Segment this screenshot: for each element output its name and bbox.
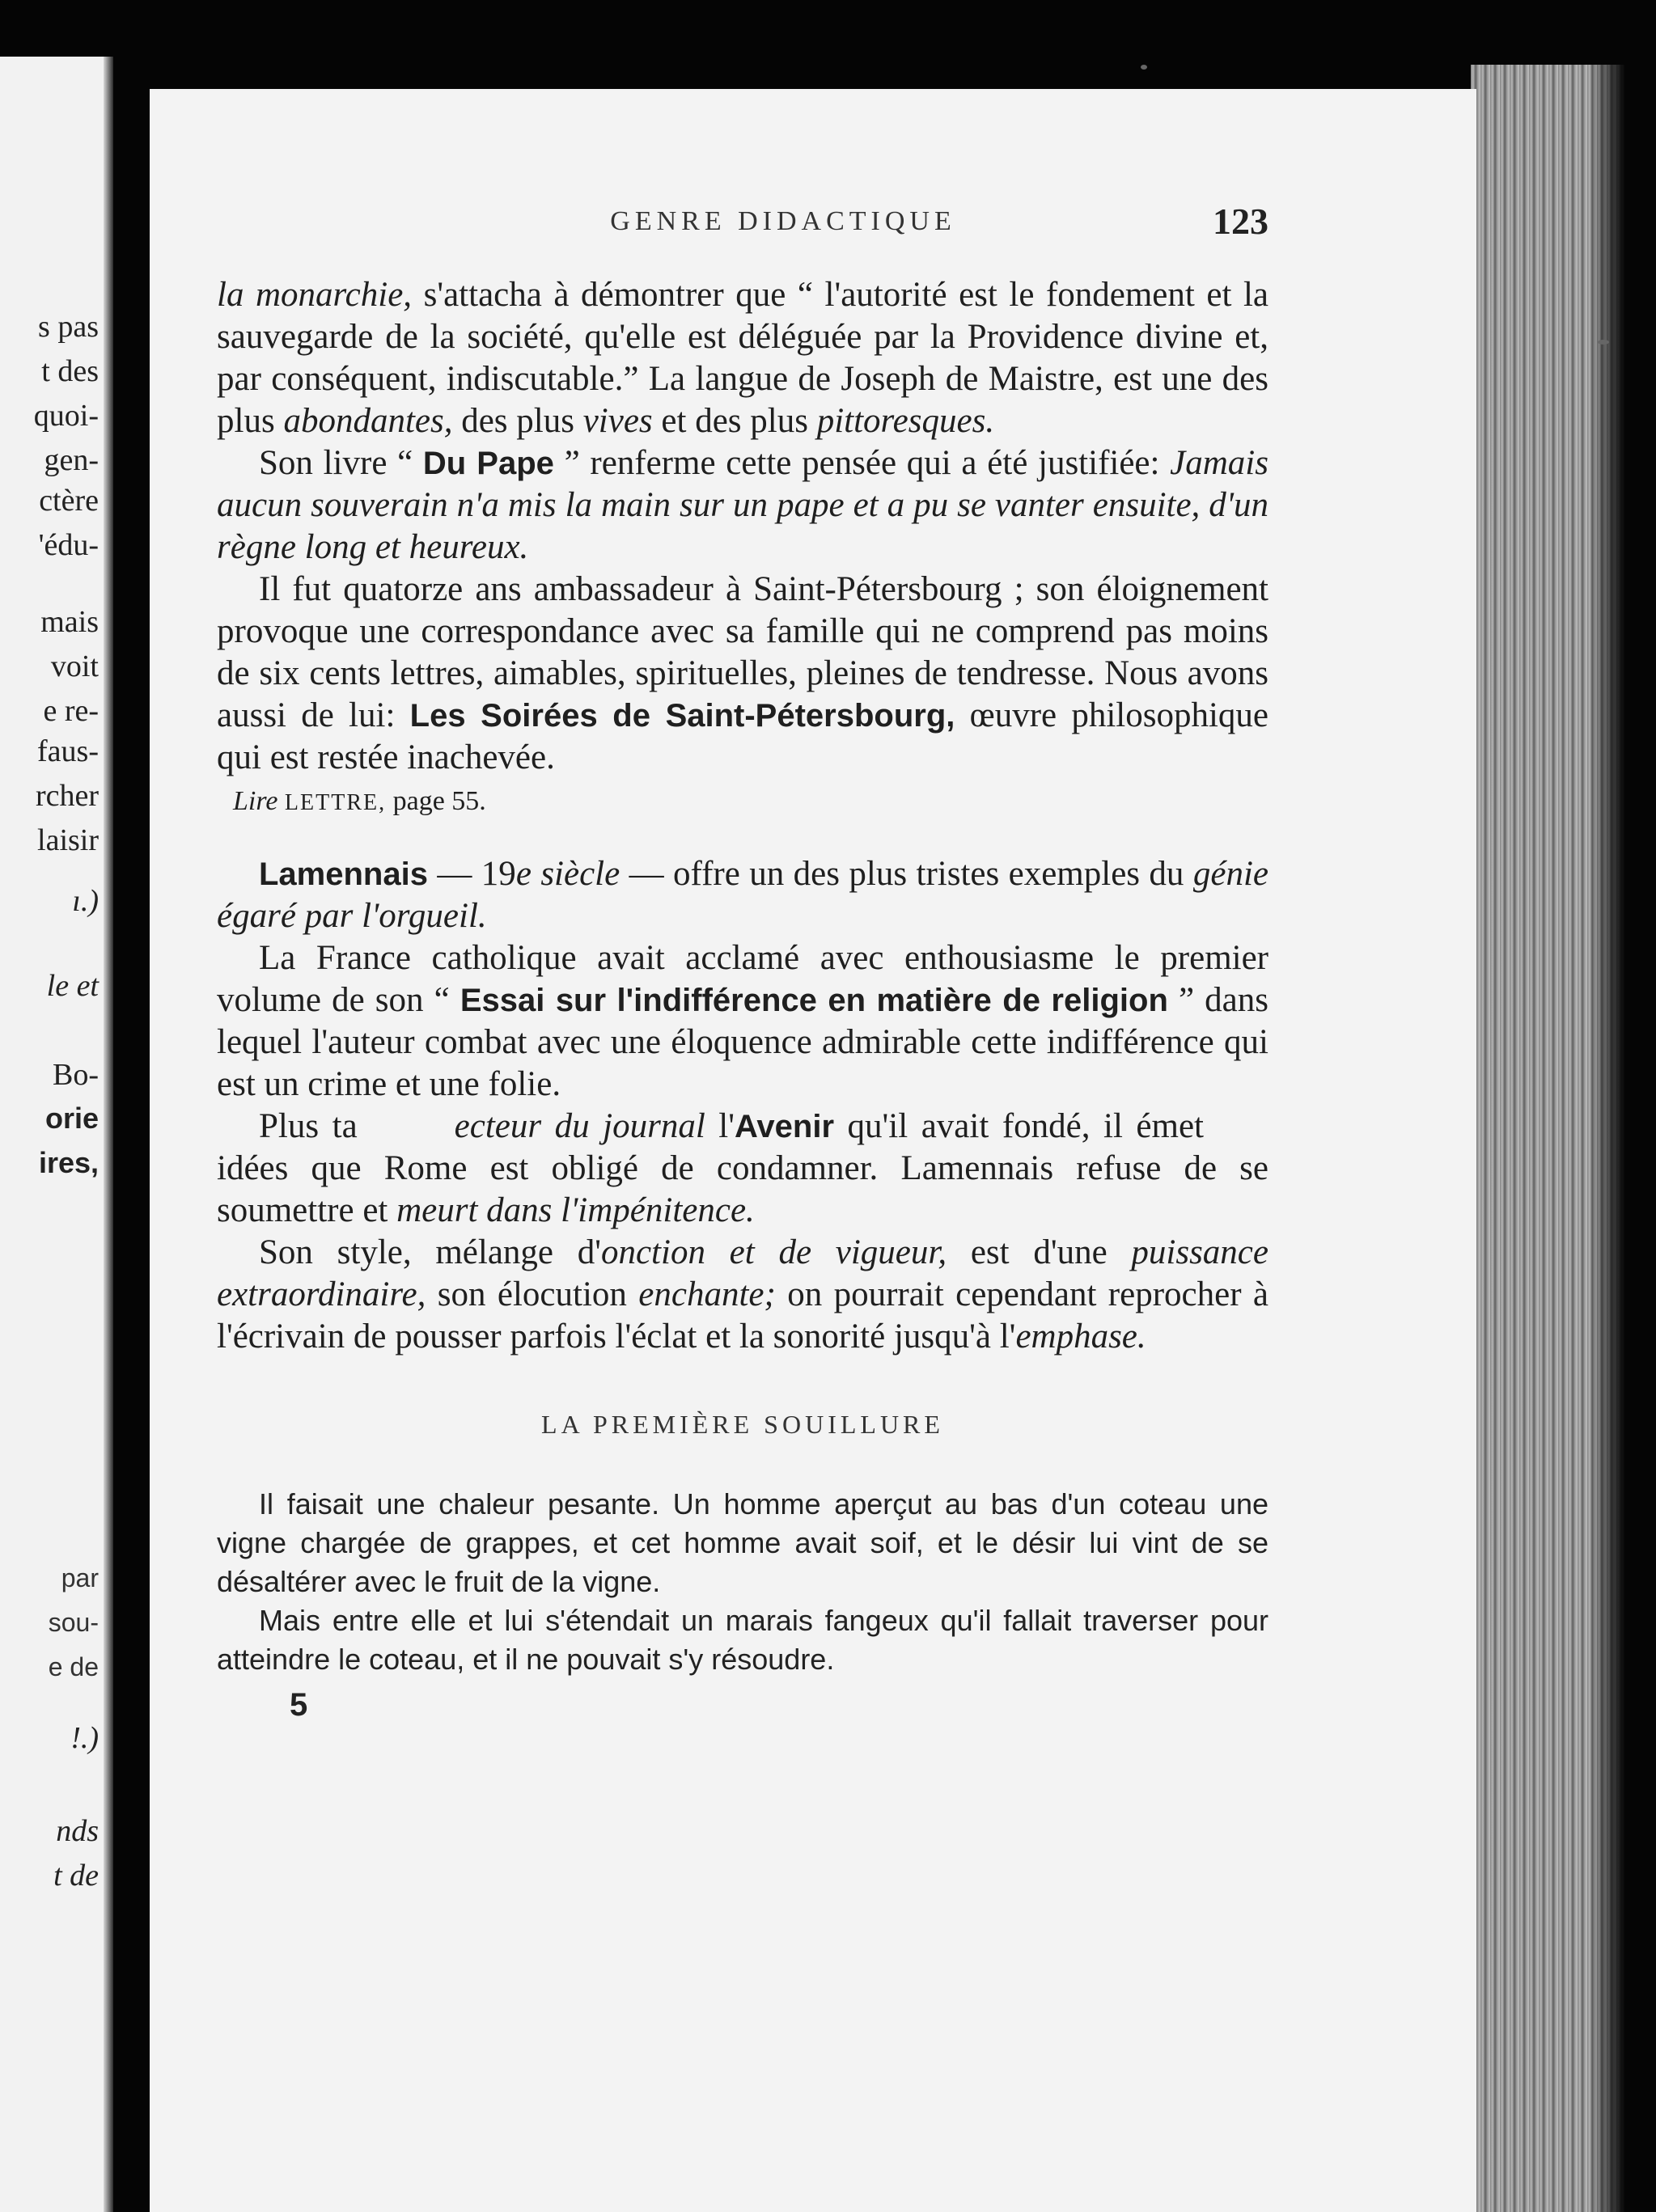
running-head <box>217 201 1268 255</box>
text-italic: ecteur du journal <box>454 1107 705 1145</box>
left-page-fragment-line: nds <box>56 1814 99 1848</box>
text-italic: pittoresques. <box>816 402 995 440</box>
left-page-fragment-line: quoi- <box>33 399 99 433</box>
left-page-fragment-line: ı.) <box>72 884 99 918</box>
page-speck <box>1141 65 1147 70</box>
page-speck <box>1598 340 1609 345</box>
paragraph-maistre-3 <box>217 569 1268 779</box>
book-title-bold: Du Pape <box>422 446 554 481</box>
text-italic: génie égaré par l'orgueil. <box>217 855 1268 935</box>
left-page-fragment-line: faus- <box>37 734 99 768</box>
left-page-fragment-line: laisir <box>37 823 99 857</box>
text-italic: Jamais aucun souverain n'a mis la main sur un pape et a pu se vanter ensuite, d'un règne long et heureux. <box>217 444 1268 566</box>
left-page-fragment-line: rcher <box>35 779 99 813</box>
text-run: Il fut quatorze ans ambassadeur à Saint-Pétersbourg ; son éloignement provoque une correspondance avec sa famille qui ne comprend pas moins de six cents lettres, aimables, spirituelles, pleines de tendresse. Nous avons aussi de lui: <box>217 570 1268 734</box>
text-run: idées que Rome est obligé de condamner. Lamennais refuse de se soumettre et <box>217 1149 1268 1229</box>
text-italic: la monarchie, <box>217 276 413 314</box>
book-gutter <box>104 57 113 2212</box>
text-run: La France catholique avait acclamé avec enthousiasme le premier volume de son “ <box>217 939 1268 1019</box>
left-page-fragment-line: Bo- <box>53 1058 99 1092</box>
running-title: GENRE DIDACTIQUE <box>610 206 956 236</box>
left-page-fragment-line: orie <box>44 1102 99 1135</box>
text-run: son élocution <box>426 1275 639 1313</box>
left-page-fragment-line: e de <box>48 1652 99 1681</box>
text-run: on pourrait cependant reprocher à l'écrivain de pousser parfois l'éclat et la sonorité jusqu'à l' <box>217 1275 1268 1356</box>
paragraph-lamennais-3 <box>217 1106 1268 1232</box>
left-page-fragment-line: voit <box>50 649 99 683</box>
text-italic: enchante; <box>638 1275 776 1313</box>
text-run: des plus <box>452 402 583 440</box>
left-page-fragment-line: e re- <box>43 694 99 728</box>
text-run: ” renferme cette pensée qui a été justifiée: <box>553 444 1171 482</box>
text-run: Son livre “ <box>259 444 423 482</box>
text-run: s'attacha à démontrer que “ l'autorité est le fondement et la sauvegarde de la société, qu'elle est déléguée par la Providence divine et, par conséquent, indiscutable.” La langue de Joseph de Maistre, est une des plus <box>217 276 1268 440</box>
left-page-fragment-line: ctère <box>39 484 99 518</box>
left-page-fragment-line: par <box>61 1563 99 1592</box>
paragraph-lamennais-2 <box>217 937 1268 1106</box>
left-page-fragment-line: 'édu- <box>38 528 99 562</box>
reading-paragraph-1: Il faisait une chaleur pesante. Un homme aperçut au bas d'un coteau une vigne chargée de grappes, et cet homme avait soif, et le désir lui vint de se désaltérer avec le fruit de la vigne. <box>217 1487 1268 1598</box>
text-run: ” dans lequel l'auteur combat avec une éloquence admirable cette indifférence qui est un crime et une folie. <box>217 981 1268 1103</box>
paragraph-lamennais-1 <box>217 853 1268 937</box>
text-run: est d'une <box>947 1233 1132 1271</box>
left-page-fragment-line: ires, <box>38 1146 99 1179</box>
text-italic: puissance extraordinaire, <box>217 1233 1268 1313</box>
text-run: et des plus <box>652 402 817 440</box>
text-run: — 19 <box>427 855 516 893</box>
reading-reference <box>233 784 1268 821</box>
paragraph-maistre-2 <box>217 442 1268 569</box>
text-run: l' <box>705 1107 735 1145</box>
left-page-fragment <box>0 57 113 2212</box>
text-run: qu'il avait fondé, il émet <box>834 1107 1204 1145</box>
text-run: — offre un des plus tristes exemples du <box>620 855 1193 893</box>
left-page-fragment-line: le et <box>46 969 99 1003</box>
left-page-fragment-line: mais <box>40 605 99 639</box>
ref-page: page 55. <box>386 786 486 816</box>
text-italic: onction et de vigueur, <box>600 1233 947 1271</box>
ref-lire: Lire <box>233 786 278 816</box>
reading-paragraph-2: Mais entre elle et lui s'étendait un marais fangeux qu'il fallait traverser pour atteindre le coteau, et il ne pouvait s'y résoudre. <box>217 1604 1268 1676</box>
paragraph-lamennais-4 <box>217 1232 1268 1358</box>
paragraph-gap <box>217 821 1268 853</box>
author-name-bold: Lamennais <box>259 856 428 892</box>
book-title-bold: Essai sur l'indifférence en matière de religion <box>460 983 1168 1018</box>
left-page-fragment-line: !.) <box>70 1721 99 1755</box>
text-italic: emphase. <box>1015 1317 1146 1356</box>
text-run: Son style, mélange d' <box>259 1233 601 1271</box>
book-title-bold: Les Soirées de Saint-Pétersbourg, <box>409 698 955 734</box>
page-number: 123 <box>1213 201 1268 242</box>
paragraph-maistre-1 <box>217 274 1268 442</box>
left-page-fragment-line: t des <box>41 354 99 388</box>
left-page-fragment-line: s pas <box>38 310 99 344</box>
text-italic: meurt dans l'impénitence. <box>396 1191 755 1229</box>
left-page-fragment-line: sou- <box>48 1608 99 1637</box>
page-content <box>217 201 1268 1723</box>
signature-mark: 5 <box>290 1687 308 1723</box>
text-run: œuvre philosophique qui est restée inachevée. <box>217 696 1268 776</box>
ref-lettre: LETTRE, <box>284 790 387 815</box>
left-page-fragment-line: gen- <box>44 443 99 477</box>
text-italic: vives <box>582 402 653 440</box>
text-run: Plus ta <box>259 1107 358 1145</box>
section-title: LA PREMIÈRE SOUILLURE <box>541 1410 944 1439</box>
text-italic: e siècle <box>515 855 620 893</box>
left-page-fragment-line: t de <box>53 1859 99 1893</box>
book-page-edges <box>1471 65 1624 2212</box>
journal-name-bold: Avenir <box>735 1109 835 1144</box>
text-italic: abondantes, <box>283 402 453 440</box>
